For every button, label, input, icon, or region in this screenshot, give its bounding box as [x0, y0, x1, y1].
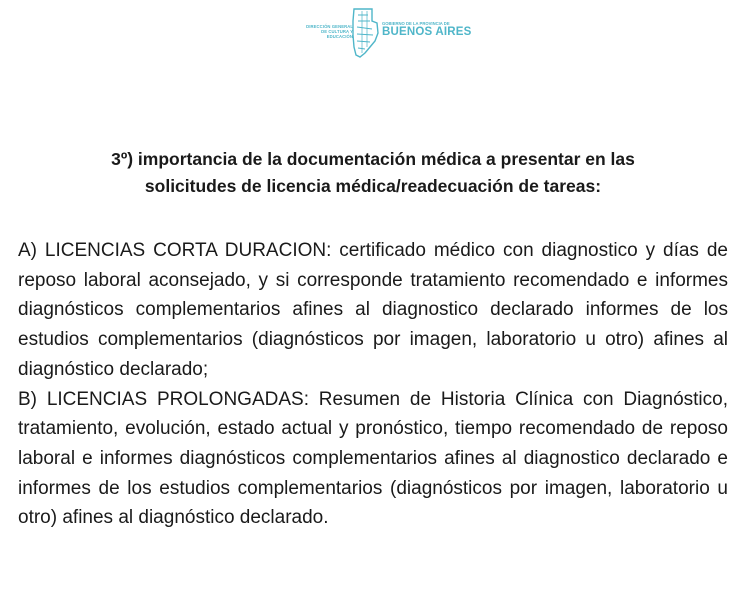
province-map-icon [350, 7, 380, 59]
section-title-line1: 3º) importancia de la documentación médica a presentar en las [111, 149, 635, 169]
document-body [18, 236, 728, 533]
gba-logo-text [382, 21, 472, 39]
dgce-logo-text [295, 24, 353, 39]
logo-right-line2: BUENOS AIRES [382, 26, 472, 38]
logo-left-line1: DIRECCIÓN GENERAL [306, 24, 353, 29]
paragraph-long-licenses: B) LICENCIAS PROLONGADAS: Resumen de Historia Clínica con Diagnóstico, tratamiento, evolución, estado actual y pronóstico, tiempo recomendado de reposo laboral e informes diagnósticos complementarios afines al diagnostico declarado e informes de los estudios complementarios (diagnósticos por imagen, laboratorio u otro) afines al diagnóstico declarado. [18, 388, 728, 529]
document-header [0, 4, 746, 60]
section-title [40, 146, 706, 200]
section-title-line2: solicitudes de licencia médica/readecuación de tareas: [144, 176, 602, 196]
logo-right-line1: GOBIERNO DE LA PROVINCIA DE [382, 21, 450, 26]
paragraph-short-licenses: A) LICENCIAS CORTA DURACION: certificado médico con diagnostico y días de reposo laboral aconsejado, y si corresponde tratamiento recomendado e informes diagnósticos complementarios afines al diagnostico declarado informes de los estudios complementarios (diagnósticos por imagen, laboratorio u otro) afines al diagnóstico declarado; [18, 240, 728, 380]
logo-left-line2: DE CULTURA Y EDUCACIÓN [321, 29, 353, 39]
